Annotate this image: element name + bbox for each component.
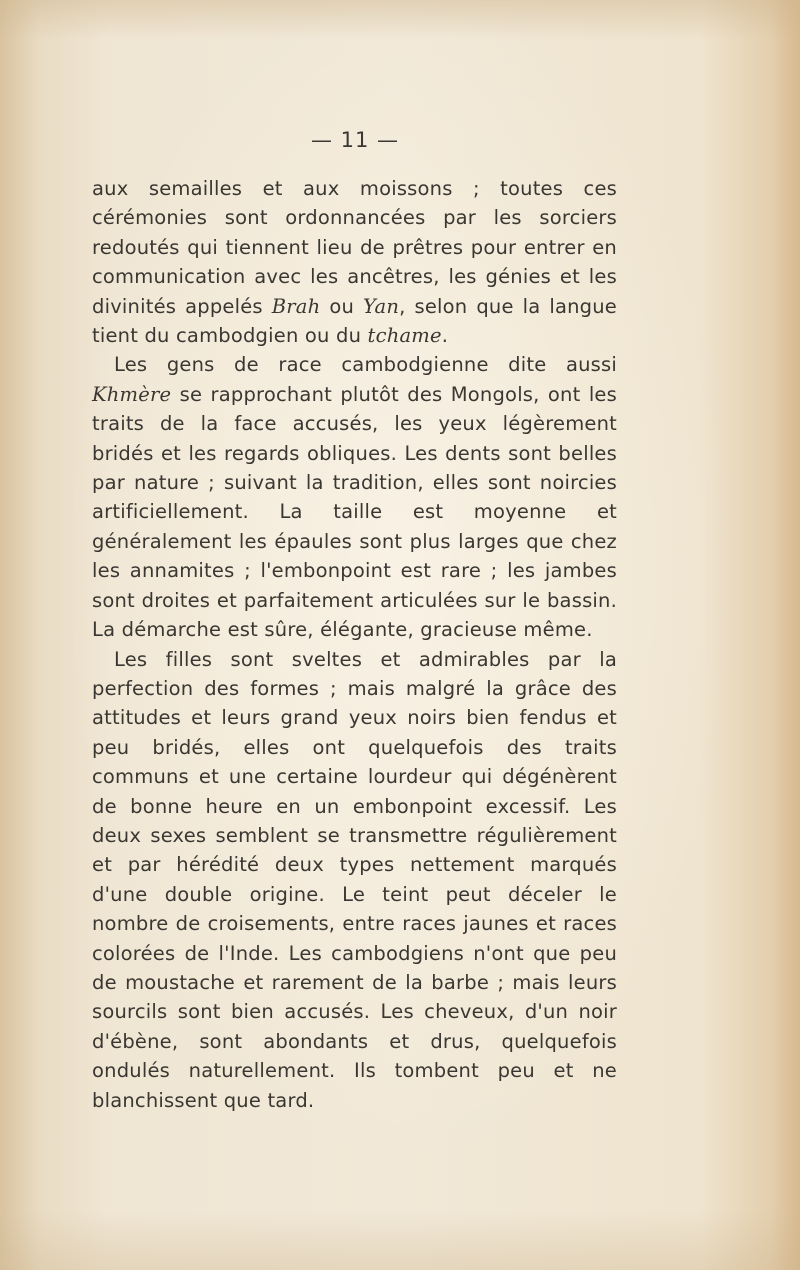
paragraph-text: se rapprochant plutôt des Mongols, ont les traits de la face accusés, les yeux légèrement bridés et les regards obliques. Les dents sont belles par nature ; suivant la tradition, elles sont noircies artificiellement. La taille est moyenne et généralement les épaules sont plus larges que chez les annamites ; l'embonpoint est rare ; les jambes sont droites et parfaitement articulées sur le bassin. La démarche est sûre, élégante, gracieuse même. bbox=[92, 382, 617, 642]
paragraph-3 bbox=[92, 645, 617, 1116]
paragraph-text: Les filles sont sveltes et admirables par la perfection des formes ; mais malgré la grâce des attitudes et leurs grand yeux noirs bien fendus et peu bridés, elles ont quelquefois des traits communs et une certaine lourdeur qui dégénèrent de bonne heure en un embonpoint excessif. Les deux sexes semblent se transmettre régulièrement et par hérédité deux types nettement marqués d'une double origine. Le teint peut déceler le nombre de croisements, entre races jaunes et races colorées de l'Inde. Les cambodgiens n'ont que peu de moustache et rarement de la barbe ; mais leurs sourcils sont bien accusés. Les cheveux, d'un noir d'ébène, sont abondants et drus, quelquefois ondulés naturellement. Ils tombent peu et ne blanchissent que tard. bbox=[92, 647, 617, 1112]
italic-term-brah: Brah bbox=[271, 294, 321, 318]
paragraph-text: . bbox=[441, 324, 449, 348]
page-edge-shading-top bbox=[0, 0, 800, 40]
paragraph-text: , selon que la langue tient du cambodgien ou du bbox=[92, 294, 617, 348]
paragraph-2 bbox=[92, 350, 617, 644]
paragraph-text: ou bbox=[320, 294, 363, 318]
italic-term-khmere: Khmère bbox=[92, 382, 172, 406]
page-number: — 11 — bbox=[310, 128, 400, 152]
body-text bbox=[92, 174, 617, 1115]
italic-term-yan: Yan bbox=[362, 294, 400, 318]
italic-term-tchame: tchame bbox=[367, 324, 442, 348]
paragraph-text: Les gens de race cambodgienne dite aussi bbox=[114, 353, 617, 377]
paragraph-1 bbox=[92, 174, 617, 350]
page-edge-shading-bottom bbox=[0, 1210, 800, 1270]
paragraph-text: aux semailles et aux moissons ; toutes ces cérémonies sont ordonnancées par les sorciers redoutés qui tiennent lieu de prêtres pour entrer en communication avec les ancêtres, les génies et les divinités appelés bbox=[92, 177, 617, 318]
